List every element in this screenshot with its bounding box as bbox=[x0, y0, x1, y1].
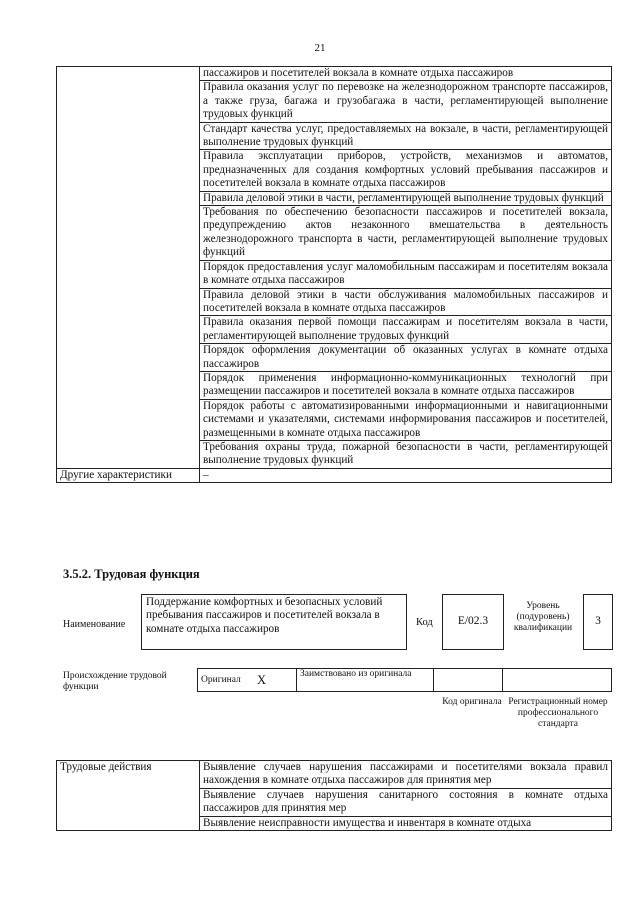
origin-label: Происхождение трудовой функции bbox=[63, 671, 167, 692]
other-characteristics-label: Другие характеристики bbox=[57, 468, 200, 482]
section-heading: 3.5.2. Трудовая функция bbox=[63, 567, 200, 581]
table-cell: Правила эксплуатации приборов, устройств, механизмов и автоматов, предназначенных для создания комфортных условий пребывания пассажиров и посетителей вокзала в комнате отдыха пассажиров bbox=[200, 150, 612, 191]
table-cell: Требования охраны труда, пожарной безопасности в части, регламентирующей выполнение трудовых функций bbox=[200, 440, 612, 468]
function-name: Поддержание комфортных и безопасных условий пребывания пассажиров и посетителей вокзала в комнате отдыха пассажиров bbox=[146, 596, 383, 635]
table-cell: пассажиров и посетителей вокзала в комнате отдыха пассажиров bbox=[200, 67, 612, 81]
labor-actions-label: Трудовые действия bbox=[57, 761, 200, 831]
knowledge-table bbox=[56, 66, 612, 483]
origin-table bbox=[197, 668, 612, 692]
function-name-box bbox=[141, 594, 407, 650]
original-label: Оригинал bbox=[198, 669, 255, 692]
table-row bbox=[57, 67, 612, 81]
page-number: 21 bbox=[314, 42, 326, 54]
table-cell: Порядок применения информационно-коммуникационных технологий при размещении пассажиров и посетителей вокзала в комнате отдыха пассажиров bbox=[200, 371, 612, 399]
code-value: E/02.3 bbox=[457, 615, 489, 627]
original-mark: X bbox=[254, 669, 297, 692]
code-original-label: Код оригинала bbox=[442, 697, 502, 707]
borrowed-label: Заимствовано из оригинала bbox=[297, 669, 434, 692]
table-label-cell bbox=[57, 67, 200, 469]
code-original-cell bbox=[434, 669, 503, 692]
table-cell: Правила деловой этики в части обслуживания маломобильных пассажиров и посетителей вокзала в комнате отдыха пассажиров bbox=[200, 288, 612, 316]
reg-number-label: Регистрационный номер профессионального стандарта bbox=[508, 697, 608, 729]
table-cell: Выявление неисправности имущества и инвентаря в комнате отдыха bbox=[200, 816, 612, 830]
table-cell: Правила оказания первой помощи пассажирам и посетителям вокзала в части, регламентирующей выполнение трудовых функций bbox=[200, 316, 612, 344]
level-value-box bbox=[583, 594, 613, 650]
name-label: Наименование bbox=[63, 619, 126, 630]
code-value-box bbox=[442, 594, 504, 650]
level-label: Уровень (подуровень) квалификации bbox=[513, 601, 573, 633]
reg-number-cell bbox=[503, 669, 612, 692]
table-row bbox=[57, 761, 612, 789]
labor-actions-table bbox=[56, 760, 612, 831]
table-cell: Правила оказания услуг по перевозке на железнодорожном транспорте пассажиров, а также груза, багажа и грузобагажа в части, регламентирующей выполнение трудовых функций bbox=[200, 81, 612, 122]
table-cell: Правила деловой этики в части, регламентирующей выполнение трудовых функций bbox=[200, 191, 612, 205]
table-cell: Порядок оформления документации об оказанных услугах в комнате отдыха пассажиров bbox=[200, 344, 612, 372]
table-cell: Порядок предоставления услуг маломобильным пассажирам и посетителям вокзала в комнате отдыха пассажиров bbox=[200, 260, 612, 288]
table-cell: Требования по обеспечению безопасности пассажиров и посетителей вокзала, предупреждению актов незаконного вмешательства в деятельность железнодорожного транспорта в части, регламентирующей выполнение трудовых функций bbox=[200, 206, 612, 261]
table-cell: Стандарт качества услуг, предоставляемых на вокзале, в части, регламентирующей выполнение трудовых функций bbox=[200, 122, 612, 150]
table-cell: Порядок работы с автоматизированными информационными и навигационными системами и указателями, системами информирования пассажиров и посетителей, размещенными в комнате отдыха пассажиров bbox=[200, 399, 612, 440]
other-characteristics-value: – bbox=[200, 468, 612, 482]
code-label: Код bbox=[416, 617, 433, 628]
table-cell: Выявление случаев нарушения пассажирами и посетителями вокзала правил нахождения в комнате отдыха пассажиров для принятия мер bbox=[200, 761, 612, 789]
level-value: 3 bbox=[595, 615, 601, 627]
table-row-other bbox=[57, 468, 612, 482]
table-cell: Выявление случаев нарушения санитарного состояния в комнате отдыха пассажиров для принятия мер bbox=[200, 788, 612, 816]
